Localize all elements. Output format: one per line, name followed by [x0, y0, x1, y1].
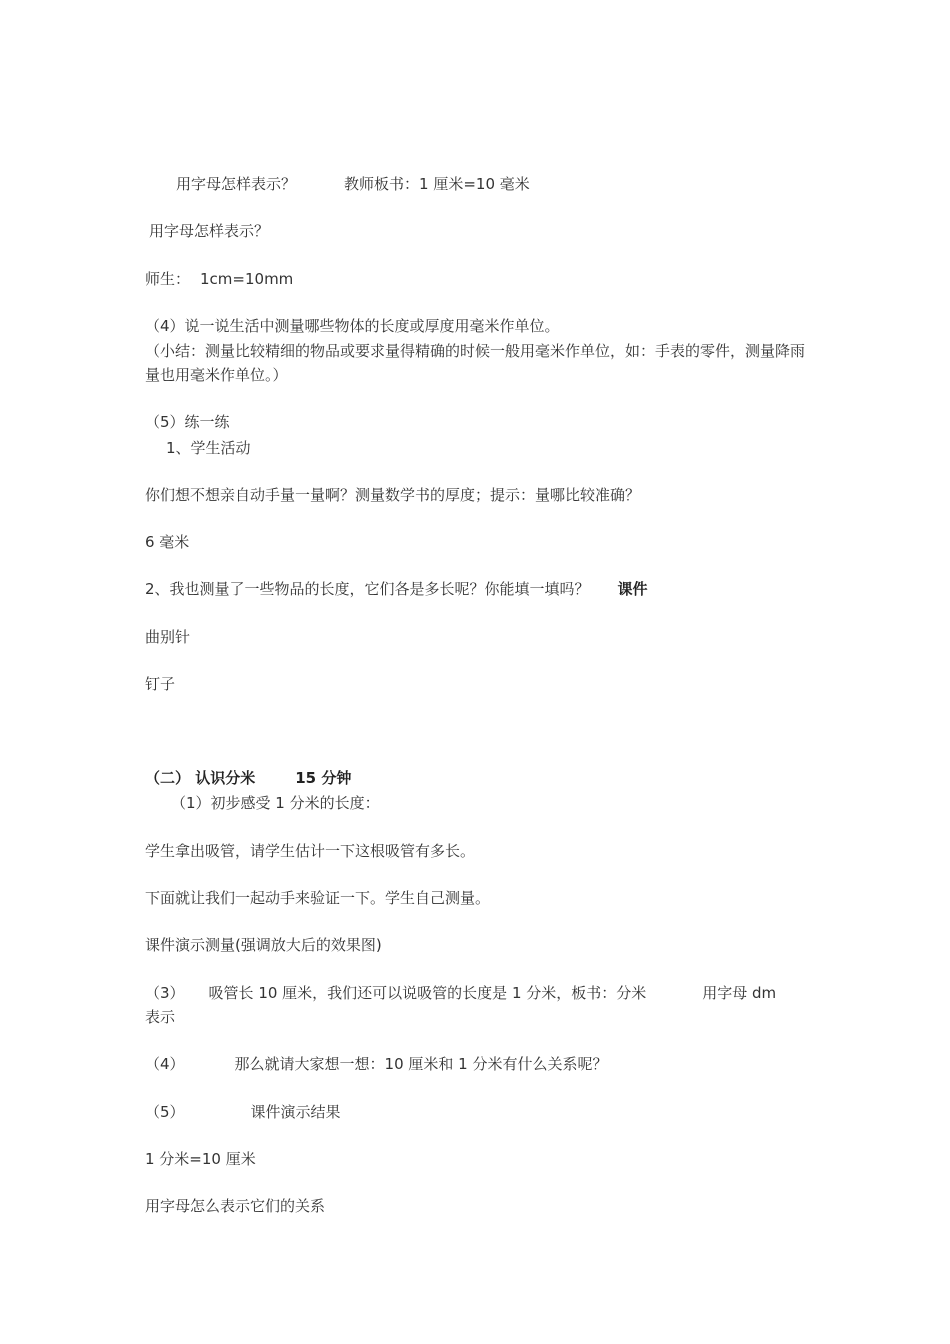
text-line-first-feel: （1）初步感受 1 分米的长度： [171, 794, 380, 812]
text-segment: 用字母 dm [702, 984, 777, 1002]
text-line-teacher-student [145, 267, 293, 291]
text-line-1dm: 1 分米=10 厘米 [145, 1150, 256, 1168]
section-heading-decimeter [145, 766, 351, 790]
text-segment: （4） [145, 1055, 185, 1073]
text-segment: 吸管长 10 厘米，我们还可以说吸管的长度是 1 分米，板书：分米 [208, 984, 647, 1002]
text-line-letter-relation: 用字母怎么表示它们的关系 [145, 1197, 326, 1215]
text-segment: 师生： [145, 270, 191, 288]
text-line-measure-question: 你们想不想亲自动手量一量啊？测量数学书的厚度；提示：量哪比较准确？ [145, 486, 641, 504]
text-line-item-3-continued: 表示 [145, 1008, 176, 1026]
text-segment: 那么就请大家想一想：10 厘米和 1 分米有什么关系呢？ [234, 1055, 608, 1073]
text-line-nail: 钉子 [145, 675, 176, 693]
text-line-paperclip: 曲别针 [145, 628, 191, 646]
text-line-item-3 [145, 981, 776, 1005]
text-line-straw: 学生拿出吸管，请学生估计一下这根吸管有多长。 [145, 842, 476, 860]
text-line-6mm: 6 毫米 [145, 533, 190, 551]
text-line-letter-question-1 [176, 172, 530, 196]
text-segment: （3） [145, 984, 185, 1002]
text-segment: 15 分钟 [295, 769, 352, 787]
text-line-student-activity: 1、学生活动 [166, 439, 251, 457]
text-segment: （5） [145, 1103, 185, 1121]
text-segment: （二） 认识分米 [145, 769, 256, 787]
text-segment-courseware: 课件 [617, 580, 648, 598]
text-line-verify: 下面就让我们一起动手来验证一下。学生自己测量。 [145, 889, 491, 907]
text-line-item-4: （4）说一说生活中测量哪些物体的长度或厚度用毫米作单位。 [145, 317, 560, 335]
text-paragraph-summary: （小结：测量比较精细的物品或要求量得精确的时候一般用毫米作单位，如：手表的零件，测量降雨量也用毫米作单位。） [145, 342, 806, 384]
text-segment: 2、我也测量了一些物品的长度，它们各是多长呢？你能填一填吗？ [145, 580, 590, 598]
text-line-courseware-demo: 课件演示测量(强调放大后的效果图) [145, 936, 382, 954]
text-line-letter-question-2: 用字母怎样表示？ [149, 222, 270, 240]
text-segment: 用字母怎样表示？ [176, 175, 297, 193]
text-line-practice: （5）练一练 [145, 413, 230, 431]
text-line-item-4b [145, 1052, 607, 1076]
text-segment: 1cm=10mm [200, 270, 294, 288]
text-segment: 教师板书：1 厘米=10 毫米 [344, 175, 530, 193]
text-line-item-5b [145, 1100, 341, 1124]
text-line-fill-in [145, 577, 648, 601]
text-segment: 课件演示结果 [250, 1103, 341, 1121]
